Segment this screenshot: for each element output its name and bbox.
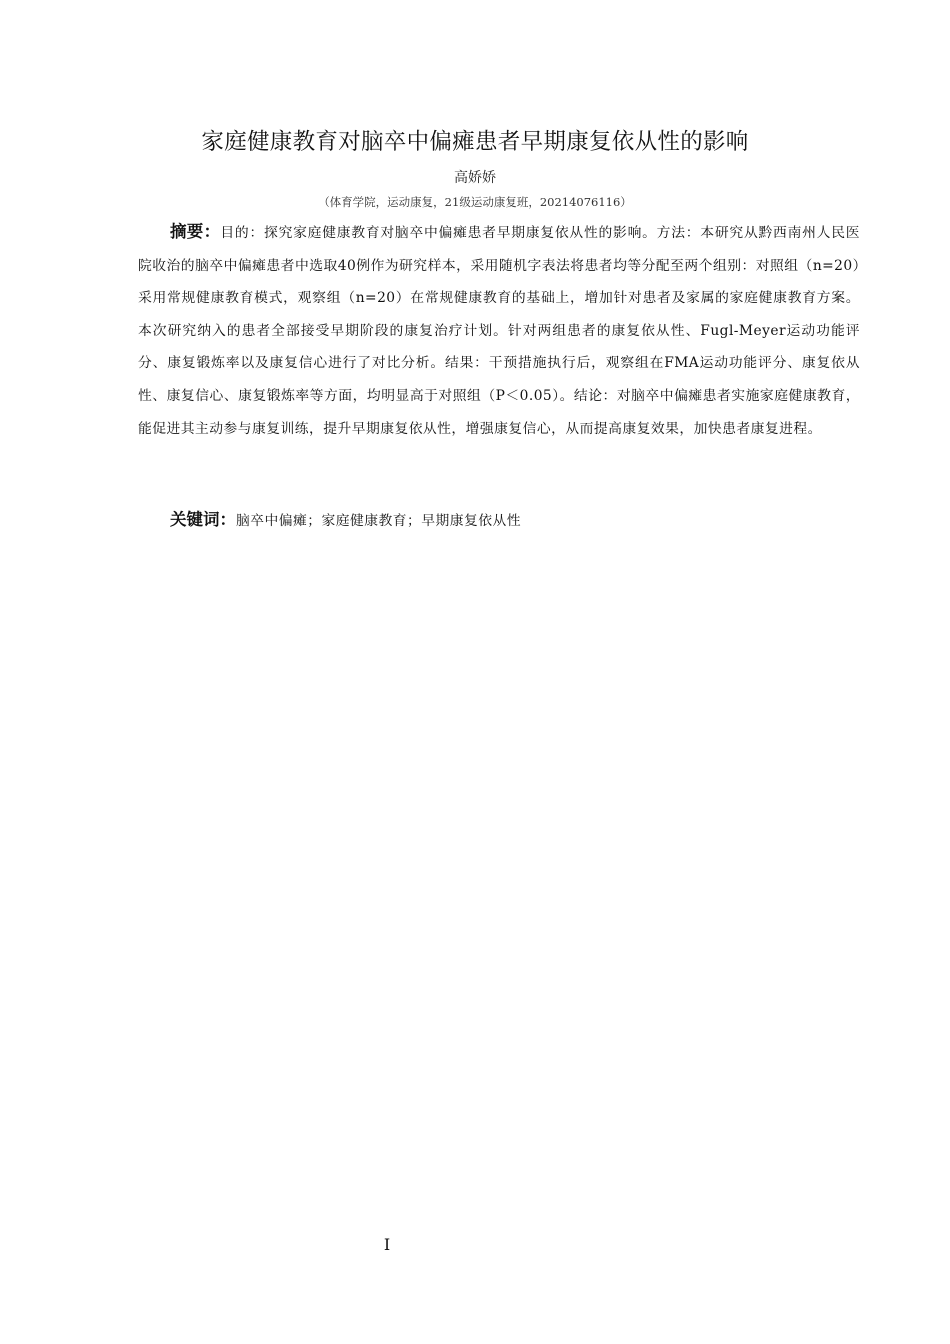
keywords-text: 脑卒中偏瘫；家庭健康教育；早期康复依从性	[236, 513, 521, 529]
abstract-text: 目的：探究家庭健康教育对脑卒中偏瘫患者早期康复依从性的影响。方法：本研究从黔西南州人民医院收治的脑卒中偏瘫患者中选取40例作为研究样本，采用随机字表法将患者均等分配至两个组别：对照组（n=20）采用常规健康教育模式，观察组（n=20）在常规健康教育的基础上，增加针对患者及家属的家庭健康教育方案。本次研究纳入的患者全部接受早期阶段的康复治疗计划。针对两组患者的康复依从性、Fugl-Meyer运动功能评分、康复锻炼率以及康复信心进行了对比分析。结果：干预措施执行后，观察组在FMA运动功能评分、康复依从性、康复信心、康复锻炼率等方面，均明显高于对照组（P＜0.05）。结论：对脑卒中偏瘫患者实施家庭健康教育，能促进其主动参与康复训练，提升早期康复依从性，增强康复信心，从而提高康复效果，加快患者康复进程。	[138, 225, 860, 437]
author-name: 高娇娇	[454, 170, 496, 186]
page-number: I	[383, 1235, 391, 1254]
keywords-paragraph	[138, 505, 860, 536]
keywords-label: 关键词：	[170, 510, 236, 529]
paper-title: 家庭健康教育对脑卒中偏瘫患者早期康复依从性的影响	[201, 129, 749, 155]
author-affiliation: （体育学院，运动康复，21级运动康复班，20214076116）	[318, 195, 632, 209]
abstract-label: 摘要：	[170, 222, 221, 241]
abstract-paragraph	[138, 216, 860, 445]
